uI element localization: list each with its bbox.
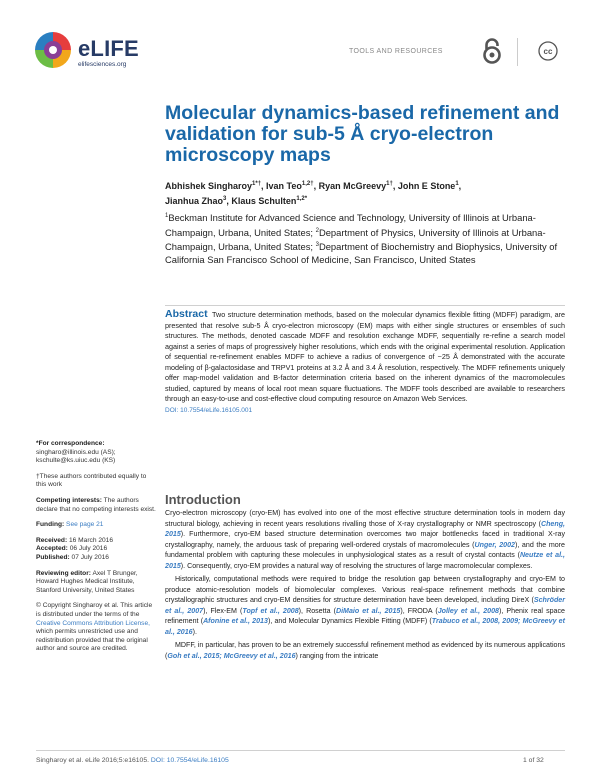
- text-run: ), Flex-EM (: [203, 606, 243, 615]
- elife-logo-icon: [33, 30, 73, 70]
- footer-divider: [36, 750, 565, 751]
- text-run: Historically, computational methods were required to bridge the resolution gap between crystallography and cryo-EM to produce atomic-resolution models of biomolecular complexes. Various real-space refinement methods that combine crystallographic structures and cryo-EM densities for structure determination have been developed, including DireX (: [165, 575, 565, 604]
- author-affil-marker: 1: [455, 181, 459, 187]
- correspondence-block: [36, 440, 156, 466]
- author-name[interactable]: , Ryan McGreevy: [313, 181, 387, 191]
- text-run: ). Furthermore, cryo-EM based structure determination overcomes two major bottlenecks faced in traditional X-ray crystallography, namely, the arduous task of preparing well-ordered crystals of macromolecules (: [165, 530, 565, 549]
- citation-link[interactable]: Goh et al., 2015; McGreevy et al., 2016: [167, 651, 296, 660]
- text-run: ). Consequently, cryo-EM provides a natural way of resolving the structures of large macromolecular complexes.: [180, 561, 533, 570]
- received-date: 16 March 2016: [69, 536, 113, 544]
- intro-paragraph-2: [165, 574, 565, 637]
- correspondence-label: *For correspondence:: [36, 440, 105, 447]
- section-label: TOOLS AND RESOURCES: [349, 48, 443, 55]
- correspondence-emails[interactable]: singharo@illinois.edu (AS); kschulte@ks.uiuc.edu (KS): [36, 448, 116, 465]
- logo-url[interactable]: elifesciences.org: [78, 61, 127, 68]
- accepted-label: Accepted:: [36, 545, 68, 553]
- intro-paragraph-3: [165, 640, 565, 661]
- citation-link[interactable]: Topf et al., 2008: [242, 606, 299, 615]
- license-link[interactable]: Creative Commons Attribution License,: [36, 619, 150, 627]
- abstract-text: Two structure determination methods, based on the molecular dynamics flexible fitting (MDFF) paradigm, are presented that resolve sub-5 Å cryo-electron microscopy (EM) maps with either single structures or ensembles of such structures. The methods, denoted cascade MDFF and resolution exchange MDFF, sequentially re-refine a search model against a series of maps of progressively higher resolutions, which ends with the original experimental resolution. Application of sequential re-refinement enables MDFF to achieve a radius of convergence of ~25 Å demonstrated with the accurate modeling of β-galactosidase and TRPV1 proteins at 3.2 Å and 3.4 Å resolution, respectively. The MDFF refinements uniquely offer map-model validation and B-factor determination criteria based on the inherent dynamics of the macromolecules studied, captured by means of local root mean square fluctuations. The MDFF tools described are available to researchers through an easy-to-use and cost-effective cloud computing resource on Amazon Web Services.: [165, 310, 566, 403]
- abstract-section: [165, 305, 565, 414]
- text-run: ), and the more fundamental problem with capturing these molecules in unphysiological states as a result of crystal contacts (: [165, 540, 565, 559]
- affiliation-1: Beckman Institute for Advanced Science and Technology, University of Illinois at Urbana-Champaign, Urbana, United States;: [165, 212, 536, 238]
- intro-paragraph-1: [165, 508, 565, 571]
- author-name[interactable]: Abhishek Singharoy: [165, 181, 253, 191]
- citation-link[interactable]: Schröder et al., 2007: [165, 596, 565, 615]
- page-number: 1 of 32: [523, 757, 544, 764]
- creative-commons-icon[interactable]: [538, 41, 558, 61]
- citation-link[interactable]: DiMaio et al., 2015: [335, 606, 401, 615]
- funding-label: Funding:: [36, 521, 65, 529]
- abstract-body: [165, 309, 565, 405]
- text-run: ), FRODA (: [400, 606, 438, 615]
- affil-number: 1: [165, 213, 169, 219]
- author-line-2: [165, 193, 575, 208]
- citation-link[interactable]: Jolley et al., 2008: [437, 606, 499, 615]
- received-label: Received:: [36, 536, 68, 544]
- copyright-text: © Copyright Singharoy et al. This article is distributed under the terms of the: [36, 602, 153, 618]
- logo-text: eLIFE: [78, 36, 139, 61]
- abstract-heading: Abstract: [165, 308, 208, 320]
- introduction-heading: Introduction: [165, 492, 241, 507]
- affil-number: 3: [315, 242, 319, 249]
- published-date: 07 July 2016: [71, 553, 109, 561]
- citation-link[interactable]: Neutze et al., 2015: [165, 551, 565, 570]
- citation-link[interactable]: Cheng, 2015: [165, 519, 565, 538]
- competing-interests-label: Competing interests:: [36, 496, 102, 504]
- funding-link[interactable]: See page 21: [66, 521, 104, 529]
- header-divider: [517, 38, 518, 66]
- author-affil-marker: 3: [223, 196, 227, 202]
- footer-doi-link[interactable]: DOI: 10.7554/eLife.16105: [150, 757, 229, 764]
- dates-block: [36, 537, 156, 563]
- text-run: MDFF, in particular, has proven to be an extremely successful refinement method as evidenced by its numerous applications (: [165, 641, 565, 660]
- author-affil-marker: 1,2*: [296, 196, 308, 202]
- text-run: ) ranging from the intricate: [295, 651, 379, 660]
- citation-link[interactable]: Afonine et al., 2013: [203, 617, 268, 625]
- affiliation-3: Department of Biochemistry and Biophysics, University of California San Francisco School of Medicine, San Francisco, United States: [165, 241, 558, 265]
- text-run: Cryo-electron microscopy (cryo-EM) has evolved into one of the most effective structure determination tools in modern day structural biology, achieving in recent years resolutions rivalling those of X-ray crystallography or NMR spectroscopy (: [165, 509, 565, 528]
- text-run: ), Rosetta (: [298, 606, 336, 615]
- abstract-doi-link[interactable]: DOI: 10.7554/eLife.16105.001: [165, 406, 253, 414]
- reviewing-editor-label: Reviewing editor:: [36, 569, 91, 577]
- text-run: ), and Molecular Dynamics Flexible Fitting (MDFF) (: [267, 617, 432, 625]
- text-run: ), Phenix real space refinement (: [165, 606, 565, 625]
- footer-citation: [36, 757, 229, 764]
- footer-citation-text: Singharoy et al. eLife 2016;5:e16105.: [36, 757, 149, 764]
- author-affil-marker: 1,2†: [301, 181, 314, 187]
- introduction-body: [165, 508, 565, 664]
- affil-number: 2: [315, 227, 319, 234]
- copyright-text-2: which permits unrestricted use and redistribution provided that the original author and source are credited.: [36, 628, 148, 653]
- text-run: ).: [192, 627, 197, 636]
- author-name[interactable]: , John E Stone: [392, 181, 456, 191]
- citation-link[interactable]: Trabuco et al., 2008, 2009; McGreevy et al., 2016: [165, 617, 565, 636]
- article-info-sidebar: [36, 440, 156, 661]
- accepted-date: 06 July 2016: [69, 545, 108, 553]
- published-label: Published:: [36, 553, 70, 561]
- competing-interests-block: [36, 497, 156, 514]
- equal-contribution-note: †These authors contributed equally to this work: [36, 472, 147, 489]
- article-title: Molecular dynamics-based refinement and validation for sub-5 Å cryo-electron microscopy maps: [165, 102, 560, 166]
- copyright-block: [36, 602, 156, 654]
- author-affil-marker: 1†: [386, 181, 393, 187]
- open-access-icon[interactable]: [480, 37, 504, 65]
- reviewing-editor-block: [36, 570, 156, 596]
- author-name[interactable]: Jianhua Zhao: [165, 196, 224, 206]
- funding-block: [36, 521, 156, 530]
- author-line-1: [165, 178, 575, 193]
- competing-interests-text: The authors declare that no competing interests exist.: [36, 496, 156, 513]
- author-list: [165, 178, 575, 208]
- svg-text:cc: cc: [543, 47, 553, 57]
- affiliations: [165, 210, 575, 266]
- elife-logo[interactable]: [33, 30, 183, 72]
- author-name[interactable]: , Ivan Teo: [261, 181, 302, 191]
- citation-link[interactable]: Unger, 2002: [474, 540, 515, 549]
- author-separator: ,: [458, 181, 462, 191]
- author-name[interactable]: , Klaus Schulten: [226, 196, 297, 206]
- reviewing-editor: Axel T Brunger, Howard Hughes Medical Institute, Stanford University, United States: [36, 569, 138, 594]
- affiliation-2: Department of Physics, University of Illinois at Urbana-Champaign, Urbana, United States;: [165, 226, 546, 253]
- author-affil-marker: 1*†: [252, 181, 262, 187]
